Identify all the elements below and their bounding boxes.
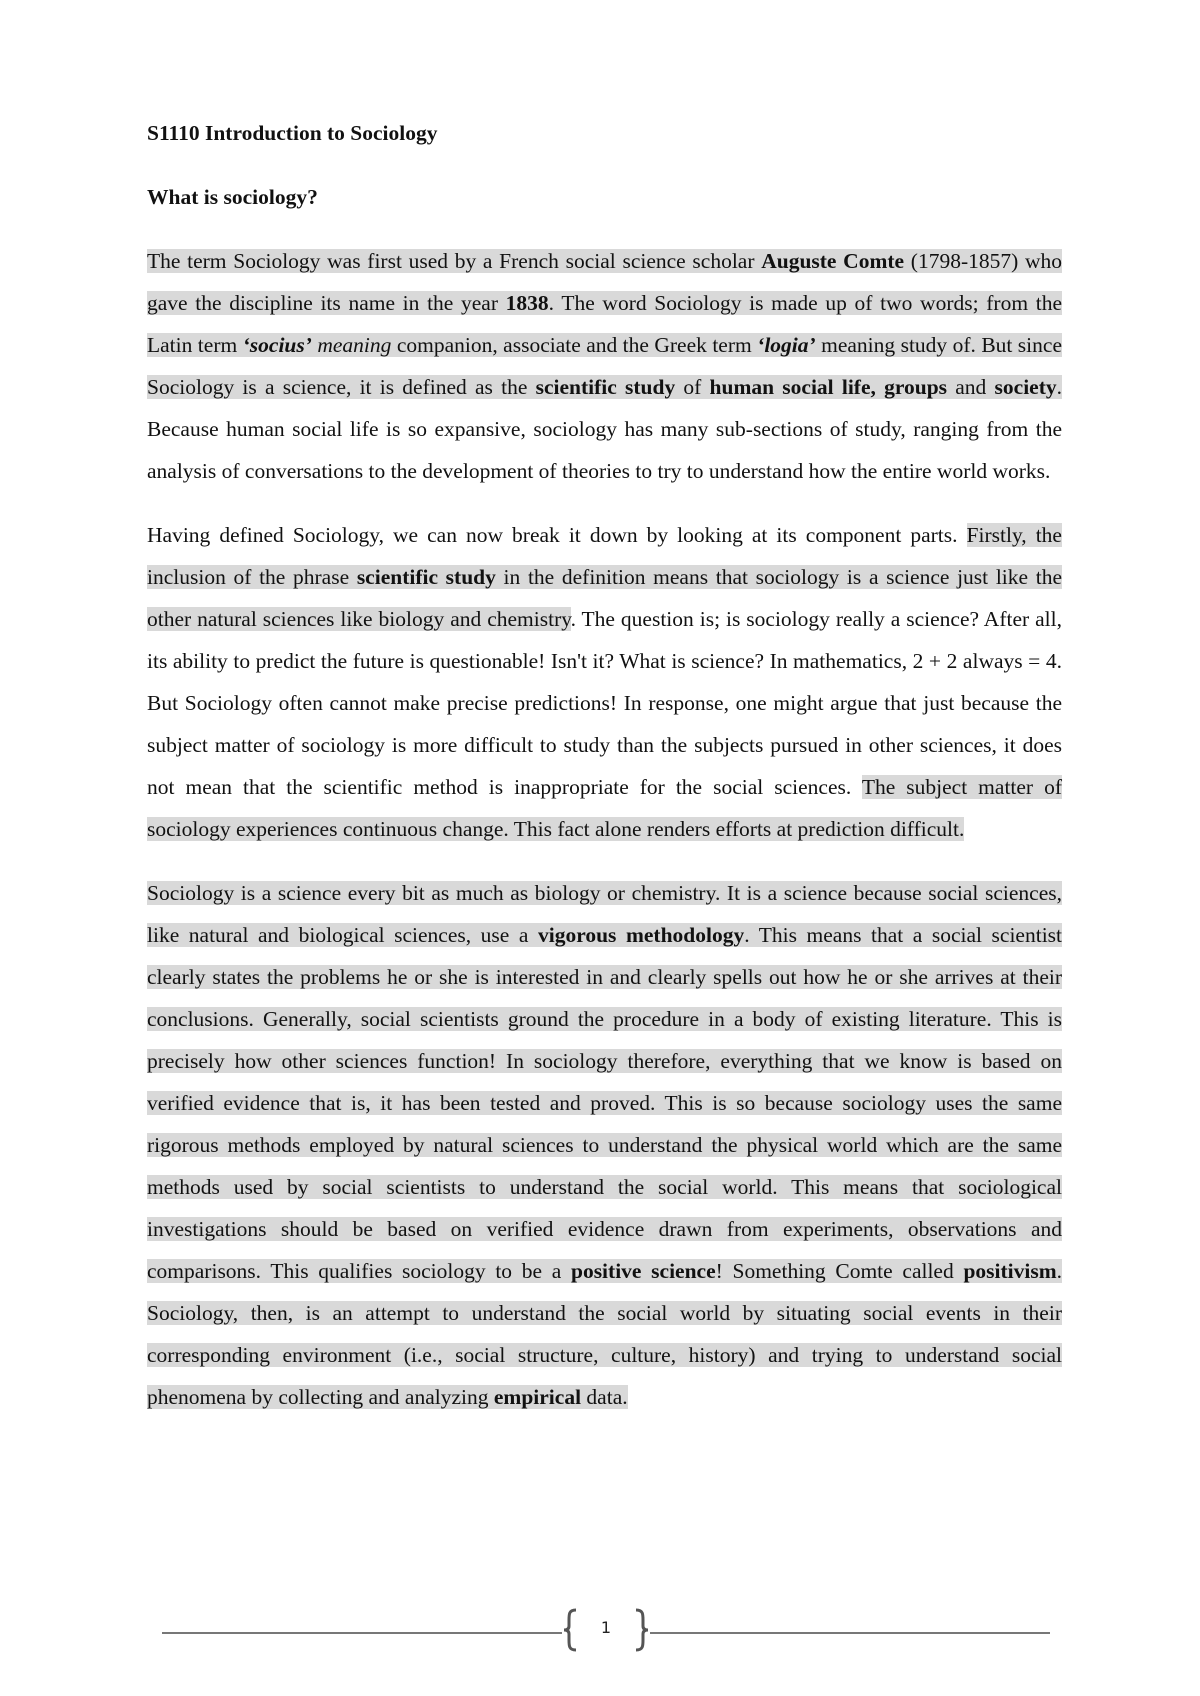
highlighted-text xyxy=(147,881,1062,1409)
paragraph-1 xyxy=(147,240,1062,492)
page-footer xyxy=(162,1608,1050,1656)
bold-term: 1838 xyxy=(505,291,549,315)
text-run: companion, associate and the Greek term xyxy=(391,333,758,357)
text-run: . Sociology, then, is an attempt to understand the social world by situating social events in their corresponding environment (i.e., social structure, culture, history) and trying to understand social phenomena by collecting and analyzing xyxy=(147,1259,1062,1409)
text-run: The term Sociology was first used by a French social science scholar xyxy=(147,249,762,273)
highlighted-text xyxy=(147,249,1062,399)
text-run: in the definition means that sociology is a science just like the other natural sciences like biology and chemistry xyxy=(147,565,1062,631)
course-title: S1110 Introduction to Sociology xyxy=(147,121,438,145)
bold-term: Auguste Comte xyxy=(761,249,905,273)
text-run: and xyxy=(947,375,995,399)
italic-term: meaning xyxy=(317,333,392,357)
text-run: . The word Sociology is made up of two words; from the Latin term xyxy=(147,291,1062,357)
bold-term: society xyxy=(994,375,1057,399)
text-run: Sociology is a science every bit as much as biology or chemistry. It is a science because social sciences, like natural and biological sciences, use a xyxy=(147,881,1062,947)
section-title: What is sociology? xyxy=(147,185,318,209)
bold-italic-term: ‘logia’ xyxy=(757,333,816,357)
text-run: Firstly, the inclusion of the phrase xyxy=(147,523,1062,589)
page-content xyxy=(147,112,1062,1418)
text-run: meaning study of. But since Sociology is a science, it is defined as the xyxy=(147,333,1062,399)
text-run: ! Something Comte called xyxy=(715,1259,964,1283)
paragraph-2 xyxy=(147,514,1062,850)
bold-term: scientific study xyxy=(356,565,496,589)
text-run: . xyxy=(622,1385,628,1409)
bold-term: scientific study xyxy=(535,375,676,399)
text-run: . This means that a social scientist clearly states the problems he or she is interested in and clearly spells out how he or she arrives at their conclusions. Generally, social scientists ground the procedure in a body of existing literature. This is precisely how other sciences function! In sociology therefore, everything that we know is based on verified evidence that is, it has been tested and proved. This is so because sociology uses the same rigorous methods employed by natural sciences to understand the physical world which are the same methods used by social scientists to understand the social world. This means that sociological investigations should be based on verified evidence drawn from experiments, observations and comparisons. This qualifies sociology to be a xyxy=(147,923,1063,1283)
bold-term: empirical xyxy=(493,1385,582,1409)
paragraph-3 xyxy=(147,872,1062,1418)
text-run: Having defined Sociology, we can now break it down by looking at its component parts. xyxy=(147,523,967,547)
footer-rule-right xyxy=(650,1632,1050,1634)
text-run: . The question is; is sociology really a science? After all, its ability to predict the future is questionable! Isn't it? What is science? In mathematics, 2 + 2 always = 4. But Sociology often cannot make precise predictions! In response, one might argue that just because the subject matter of sociology is more difficult to study than the subjects pursued in other sciences, it does not mean that the scientific method is inappropriate for the social sciences. xyxy=(147,607,1062,799)
text-run: data xyxy=(581,1385,623,1409)
bold-italic-term: ‘socius’ xyxy=(242,333,312,357)
page-number: 1 xyxy=(600,1618,612,1637)
bold-term: positive science xyxy=(570,1259,716,1283)
text-run: . xyxy=(1056,375,1062,399)
right-brace-icon xyxy=(632,1608,652,1652)
text-run: (1798-1857) who gave the discipline its name in the year xyxy=(147,249,1062,315)
bold-term: positivism xyxy=(963,1259,1057,1283)
highlighted-text: The subject matter of sociology experiences continuous change. This fact alone renders efforts at prediction difficult. xyxy=(147,775,1062,841)
bold-term: vigorous methodology xyxy=(537,923,745,947)
text-run: Because human social life is so expansive, sociology has many sub-sections of study, ranging from the analysis of conversations to the development of theories to try to understand how the entire world works. xyxy=(147,417,1062,483)
bold-term: human social life, groups xyxy=(709,375,948,399)
left-brace-icon xyxy=(560,1608,580,1652)
text-run: of xyxy=(675,375,710,399)
footer-rule-left xyxy=(162,1632,562,1634)
